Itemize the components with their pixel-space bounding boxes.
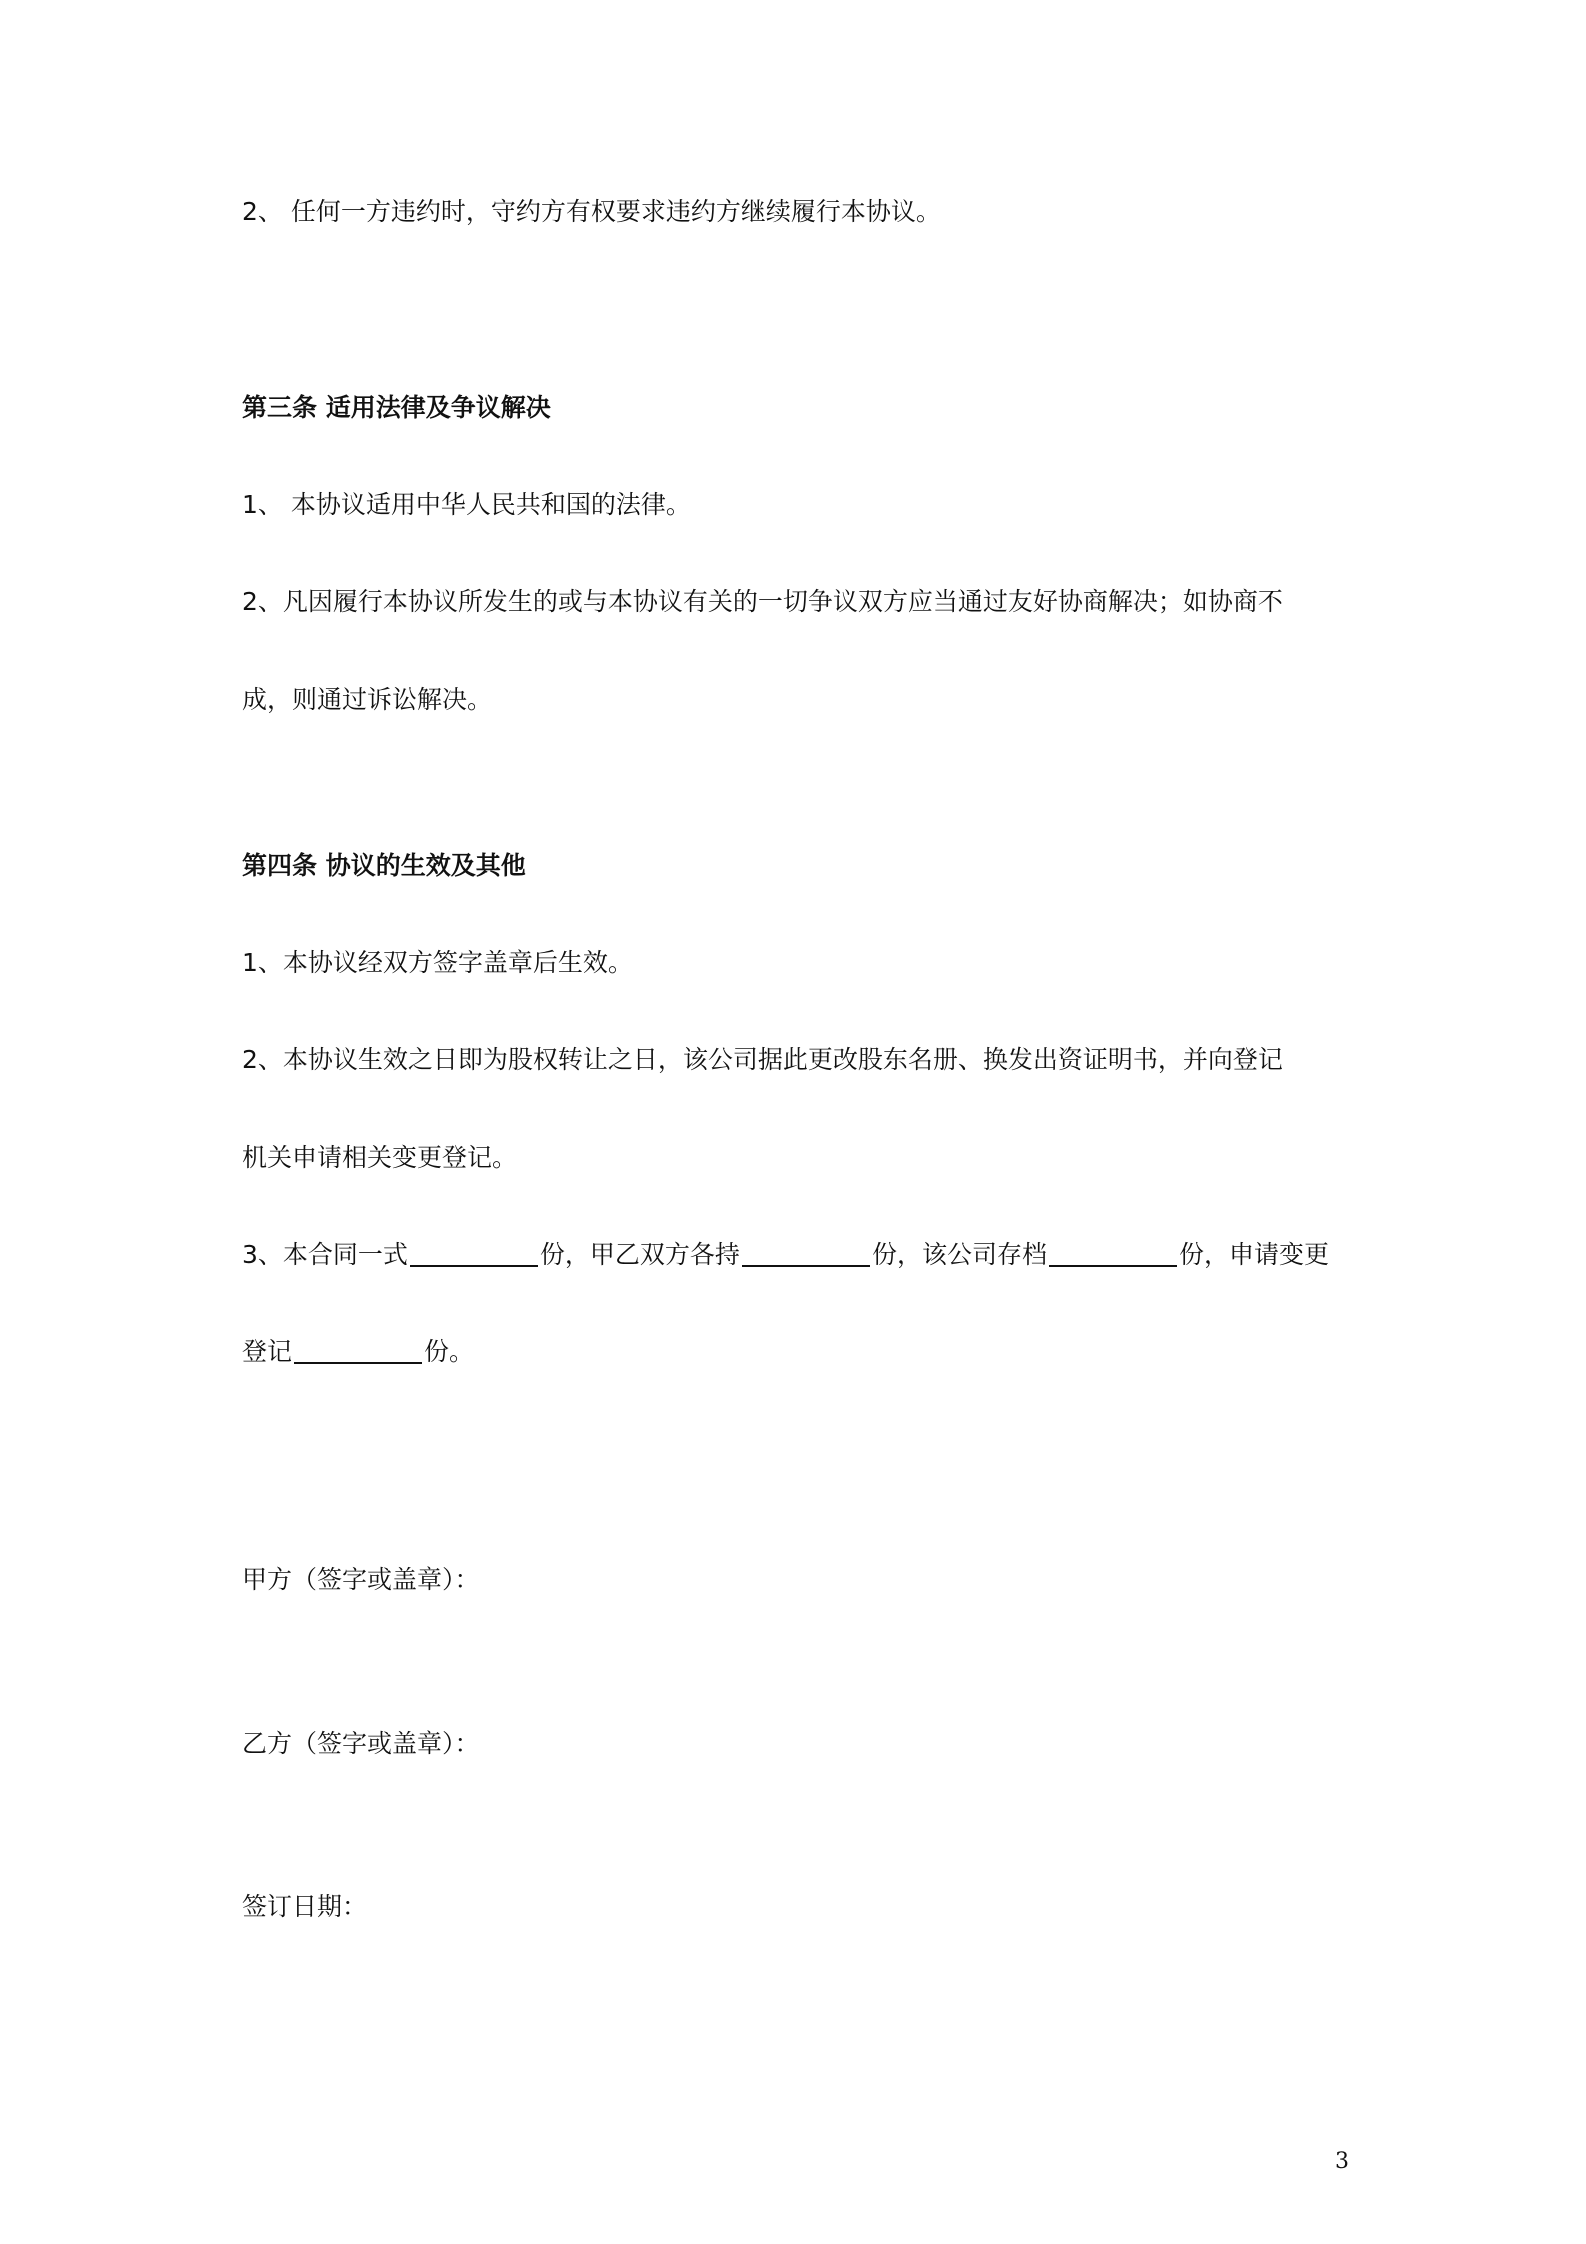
- article4-heading: 第四条 协议的生效及其他: [242, 851, 526, 880]
- page-number: 3: [1335, 2149, 1349, 2174]
- item3-text: 份，申请变更: [1178, 1240, 1329, 1269]
- article2-item2: 2、 任何一方违约时，守约方有权要求违约方继续履行本协议。: [242, 197, 941, 226]
- copies-total-blank: [410, 1239, 538, 1267]
- article4-item3-line2: [242, 1334, 474, 1370]
- signing-date: 签订日期：: [242, 1892, 368, 1921]
- article3-item2-line1: 2、凡因履行本协议所发生的或与本协议有关的一切争议双方应当通过友好协商解决；如协商不: [242, 587, 1283, 616]
- party-a-signature: 甲方（签字或盖章）：: [242, 1565, 480, 1594]
- copies-each-party-blank: [742, 1239, 870, 1267]
- article4-item2-line1: 2、本协议生效之日即为股权转让之日，该公司据此更改股东名册、换发出资证明书，并向登记: [242, 1045, 1283, 1074]
- item3-text: 份，甲乙双方各持: [539, 1240, 740, 1269]
- article4-item3-line1: [242, 1237, 1329, 1273]
- item3-text: 份，该公司存档: [871, 1240, 1047, 1269]
- item3-text: 份。: [424, 1337, 475, 1366]
- article3-item2-line2: 成，则通过诉讼解决。: [242, 685, 493, 714]
- article4-item1: 1、本协议经双方签字盖章后生效。: [242, 948, 633, 977]
- article3-item1: 1、 本协议适用中华人民共和国的法律。: [242, 490, 691, 519]
- party-b-signature: 乙方（签字或盖章）：: [242, 1729, 480, 1758]
- article4-item2-line2: 机关申请相关变更登记。: [242, 1143, 518, 1172]
- article3-heading: 第三条 适用法律及争议解决: [242, 393, 551, 422]
- item3-text: 3、本合同一式: [242, 1240, 408, 1269]
- item3-text: 登记: [242, 1337, 293, 1366]
- copies-registration-blank: [294, 1336, 422, 1364]
- copies-company-blank: [1049, 1239, 1177, 1267]
